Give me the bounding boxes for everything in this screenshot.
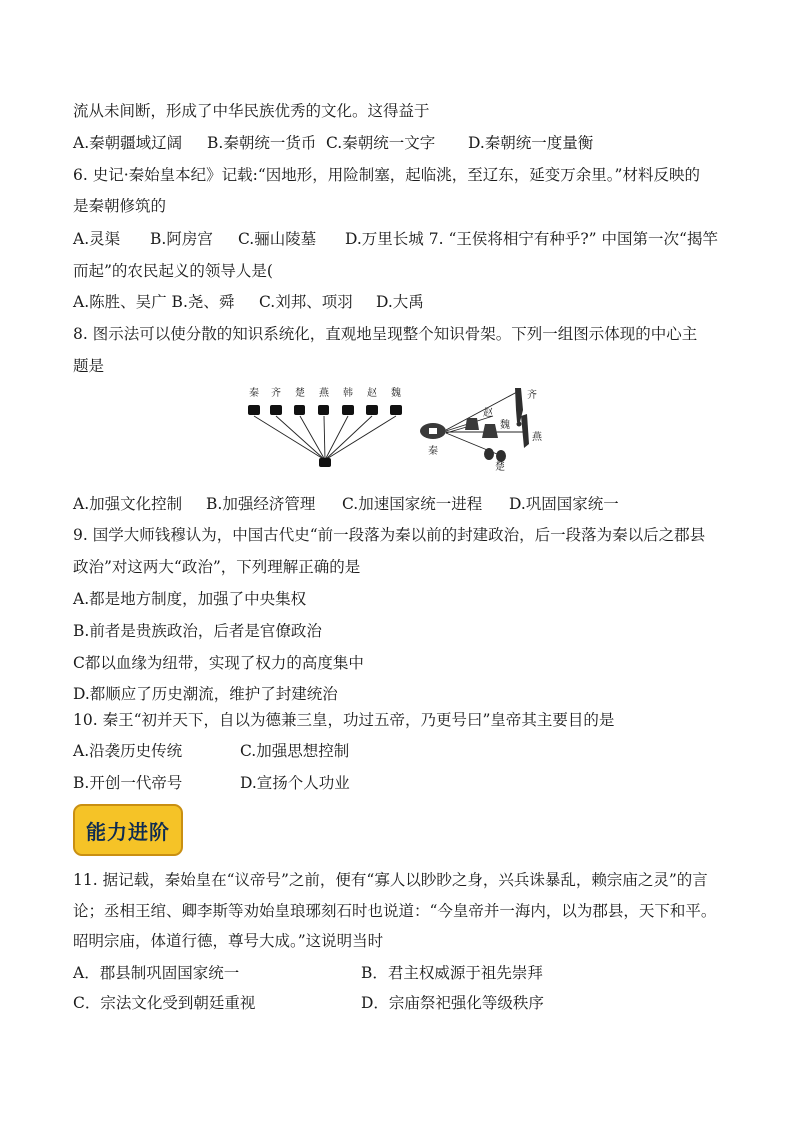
q5-option-b: B.秦朝统一货币 bbox=[207, 134, 317, 152]
seal-glyph-zhao bbox=[366, 405, 378, 415]
q7-option-c: C.刘邦、项羽 bbox=[259, 293, 353, 311]
q9-option-b: B.前者是贵族政治，后者是官僚政治 bbox=[73, 622, 322, 640]
q9-option-c: C都以血缘为纽带，实现了权力的高度集中 bbox=[73, 654, 364, 672]
coin-label-zhao: 赵 bbox=[483, 408, 493, 419]
q8-option-c: C.加速国家统一进程 bbox=[342, 495, 483, 513]
seal-glyph-qi bbox=[270, 405, 282, 415]
coin-label-chu: 楚 bbox=[495, 462, 505, 471]
line-q5-stem: 流从未间断，形成了中华民族优秀的文化。这得益于 bbox=[73, 102, 430, 120]
seal-glyph-chu bbox=[294, 405, 305, 415]
state-label-qi: 齐 bbox=[271, 388, 281, 399]
state-label-qin: 秦 bbox=[249, 388, 259, 399]
q8-option-a: A.加强文化控制 bbox=[73, 495, 183, 513]
section-badge-advanced: 能力进阶 bbox=[73, 804, 183, 856]
ant-nose-coin-chu-1 bbox=[484, 448, 494, 460]
state-label-han: 韩 bbox=[343, 388, 353, 399]
q11-option-d: D．宗庙祭祀强化等级秩序 bbox=[361, 994, 544, 1012]
q8-option-d: D.巩固国家统一 bbox=[509, 495, 619, 513]
seal-glyph-wei bbox=[390, 405, 402, 415]
q10-option-a: A.沿袭历史传统 bbox=[73, 742, 183, 760]
unified-script-glyph bbox=[319, 458, 331, 467]
seal-glyph-yan bbox=[318, 405, 329, 415]
q10-option-b: B.开创一代帝号 bbox=[73, 774, 183, 792]
q8-option-b: B.加强经济管理 bbox=[206, 495, 316, 513]
line-q11-stem-cont-2: 昭明宗庙，体道行德，尊号大成。”这说明当时 bbox=[73, 932, 384, 950]
q9-option-a: A.都是地方制度，加强了中央集权 bbox=[73, 590, 307, 608]
q5-option-d: D.秦朝统一度量衡 bbox=[468, 134, 594, 152]
q7-option-ab: A.陈胜、吴广 B.尧、舜 bbox=[73, 293, 235, 311]
ant-nose-coin-chu-2 bbox=[496, 450, 506, 462]
seal-glyph-qin bbox=[248, 405, 260, 415]
coin-label-yan: 燕 bbox=[532, 432, 542, 443]
line-q11-stem: 11. 据记载，秦始皇在“议帝号”之前，便有“寡人以眇眇之身，兴兵诛暴乱，赖宗庙之灵”的言 bbox=[73, 871, 708, 889]
line-q9-stem-cont: 政治”对这两大“政治”，下列理解正确的是 bbox=[73, 558, 361, 576]
line-q8-stem: 8. 图示法可以使分散的知识系统化，直观地呈现整个知识骨架。下列一组图示体现的中心主 bbox=[73, 325, 698, 343]
q6-option-c: C.骊山陵墓 bbox=[238, 230, 317, 248]
line-q11-stem-cont-1: 论；丞相王绾、卿李斯等劝始皇琅琊刻石时也说道：“今皇帝并一海内，以为郡县，天下和平。 bbox=[73, 902, 717, 920]
q7-option-d: D.大禹 bbox=[376, 293, 424, 311]
coin-label-qi: 齐 bbox=[527, 390, 537, 401]
line-q10-stem: 10. 秦王“初并天下，自以为德兼三皇，功过五帝，乃更号曰”皇帝其主要目的是 bbox=[73, 711, 615, 729]
q10-option-c: C.加强思想控制 bbox=[240, 742, 350, 760]
q6-option-d: D.万里长城 7. “王侯将相宁有种乎?” 中国第一次“揭竿 bbox=[345, 230, 718, 248]
line-q9-stem: 9. 国学大师钱穆认为，中国古代史“前一段落为秦以前的封建政治，后一段落为秦以后之郡县 bbox=[73, 526, 706, 544]
state-label-zhao: 赵 bbox=[367, 388, 377, 399]
q5-option-c: C.秦朝统一文字 bbox=[326, 134, 436, 152]
q9-option-d: D.都顺应了历史潮流，维护了封建统治 bbox=[73, 685, 338, 703]
line-q6-stem: 6. 史记·秦始皇本纪》记载:“因地形，用险制塞，起临洮，至辽东，延变万余里。”材料反映的 bbox=[73, 166, 700, 184]
state-label-chu: 楚 bbox=[295, 388, 305, 399]
line-q7-stem-cont: 而起”的农民起义的领导人是( bbox=[73, 262, 273, 280]
unification-diagram bbox=[245, 386, 555, 471]
seal-glyph-han bbox=[342, 405, 354, 415]
coin-label-wei: 魏 bbox=[500, 420, 510, 431]
q11-option-c: C．宗法文化受到朝廷重视 bbox=[73, 994, 256, 1012]
knife-coin-yan bbox=[521, 414, 529, 448]
q5-option-a: A.秦朝疆域辽阔 bbox=[73, 134, 183, 152]
spade-coin-zhao bbox=[465, 418, 479, 430]
coin-label-qin: 秦 bbox=[428, 446, 438, 457]
q6-option-a: A.灵渠 bbox=[73, 230, 121, 248]
q6-option-b: B.阿房宫 bbox=[150, 230, 213, 248]
q11-option-b: B．君主权威源于祖先崇拜 bbox=[361, 964, 543, 982]
q10-option-d: D.宣扬个人功业 bbox=[240, 774, 350, 792]
line-q8-stem-cont: 题是 bbox=[73, 357, 105, 375]
state-label-wei: 魏 bbox=[391, 388, 401, 399]
q11-option-a: A．郡县制巩固国家统一 bbox=[73, 964, 240, 982]
spade-coin-wei bbox=[482, 424, 498, 438]
line-q6-stem-cont: 是秦朝修筑的 bbox=[73, 197, 167, 215]
state-label-yan: 燕 bbox=[319, 388, 329, 399]
